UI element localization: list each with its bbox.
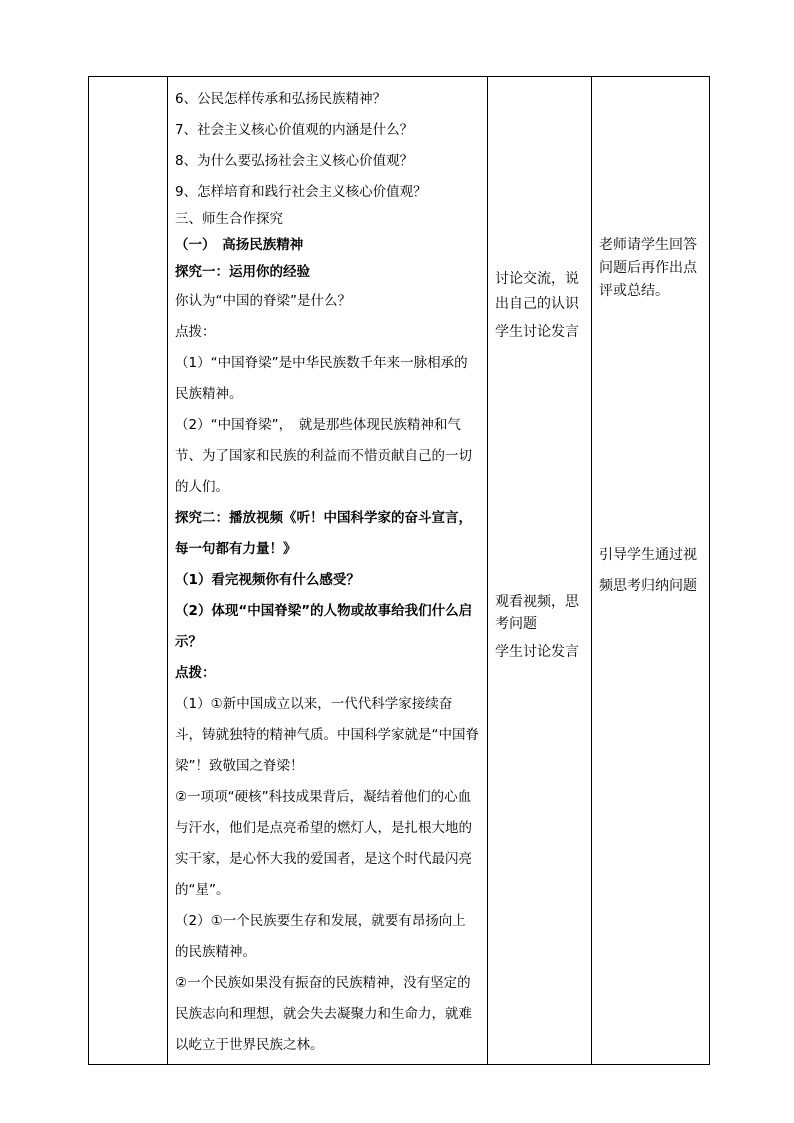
student-activity-1: 讨论交流，说出自己的认识 <box>495 271 579 312</box>
hint-label-1: 点拨： <box>175 324 216 340</box>
section-label-cell <box>89 77 168 1065</box>
teacher-activity-2: 引导学生通过视频思考归纳问题 <box>599 547 697 594</box>
explore-1-heading: 探究一：运用你的经验 <box>175 264 310 280</box>
subsection-heading: （一） 高扬民族精神 <box>175 237 304 253</box>
teacher-activity-1: 老师请学生回答问题后再作出点评或总结。 <box>599 237 697 299</box>
section-heading: 三、师生合作探究 <box>175 211 283 227</box>
explore-1-question: 你认为“中国的脊梁”是什么？ <box>175 293 351 309</box>
lesson-plan-table <box>88 76 710 1065</box>
explore-2-question-1: （1）看完视频你有什么感受？ <box>175 572 360 588</box>
student-activity-cell <box>488 77 592 1065</box>
hint-2-4: ②一个民族如果没有振奋的民族精神，没有坚定的民族志向和理想，就会失去凝聚力和生命力，就难以屹立于世界民族之林。 <box>175 975 472 1053</box>
teacher-activity-cell <box>592 77 710 1065</box>
student-activity-1b: 学生讨论发言 <box>495 324 579 340</box>
content-cell <box>168 77 488 1065</box>
student-activity-2: 观看视频，思考问题 <box>495 594 579 632</box>
table-row <box>89 77 710 1065</box>
hint-1-2: （2）“中国脊梁”， 就是那些体现民族精神和气节、为了国家和民族的利益而不惜贡献自己的一切的人们。 <box>175 417 472 495</box>
student-activity-2b: 学生讨论发言 <box>495 644 579 660</box>
explore-2-question-2: （2）体现“中国脊梁”的人物或故事给我们什么启示？ <box>175 603 473 650</box>
hint-label-2: 点拨： <box>175 665 216 681</box>
explore-2-heading: 探究二：播放视频《听！中国科学家的奋斗宣言，每一句都有力量！》 <box>175 510 472 557</box>
hint-2-2: ②一项项“硬核”科技成果背后，凝结着他们的心血与汗水，他们是点亮希望的燃灯人，是扎根大地的实干家，是心怀大我的爱国者，是这个时代最闪亮的“星”。 <box>175 789 472 898</box>
question-6: 6、公民怎样传承和弘扬民族精神？ <box>175 91 387 107</box>
question-8: 8、为什么要弘扬社会主义核心价值观？ <box>175 153 414 169</box>
hint-2-3: （2）①一个民族要生存和发展，就要有昂扬向上的民族精神。 <box>175 913 466 960</box>
question-7: 7、社会主义核心价值观的内涵是什么？ <box>175 122 414 138</box>
hint-2-1: （1）①新中国成立以来，一代代科学家接续奋斗，铸就独特的精神气质。中国科学家就是“中国脊梁”！致敬国之脊梁！ <box>175 696 479 774</box>
hint-1-1: （1）“中国脊梁”是中华民族数千年来一脉相承的民族精神。 <box>175 355 468 402</box>
question-9: 9、怎样培育和践行社会主义核心价值观？ <box>175 184 427 200</box>
